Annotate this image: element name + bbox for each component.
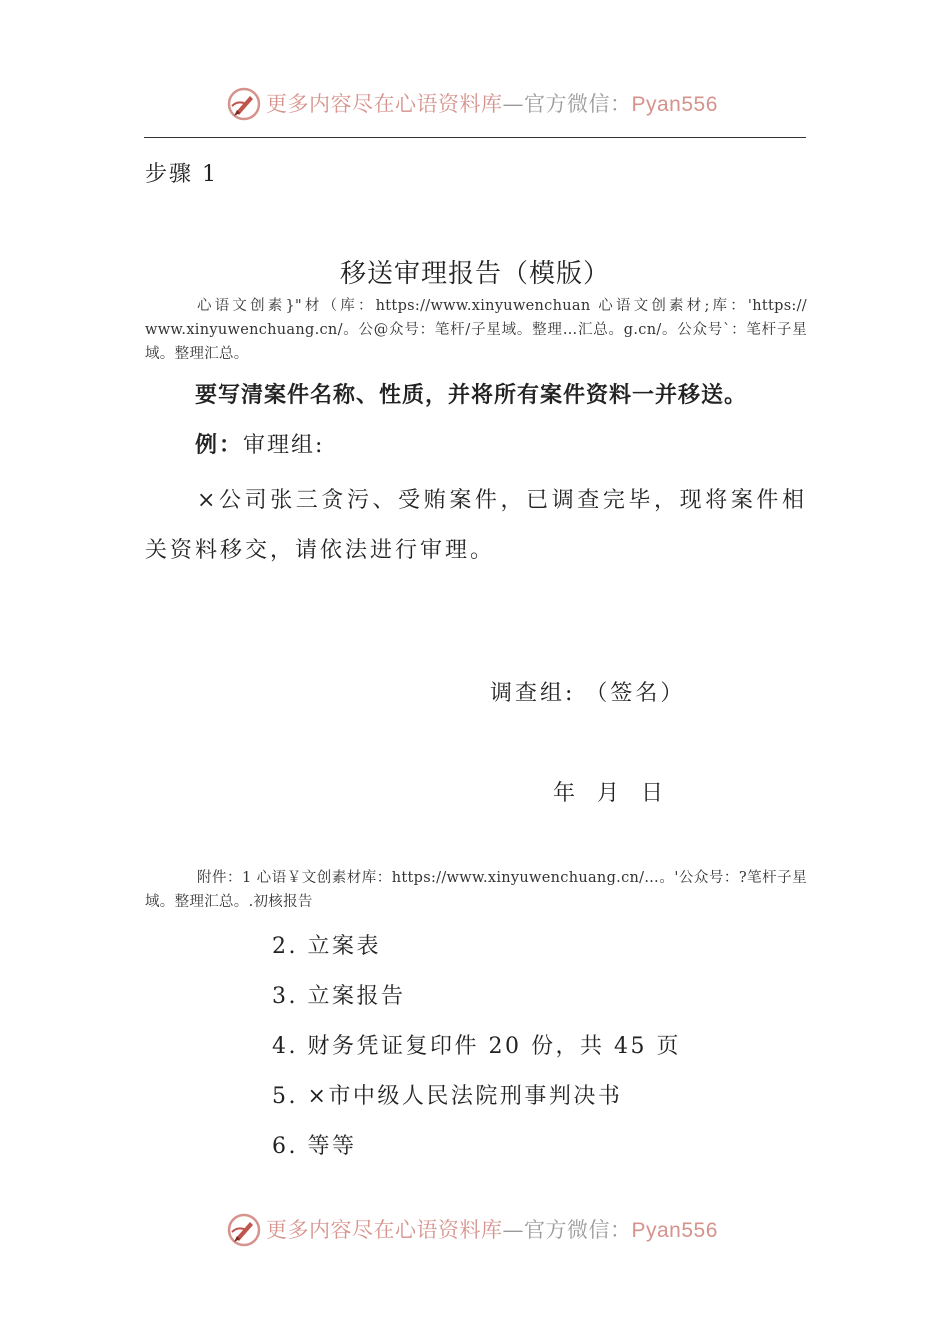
example-recipient: 审理组:: [243, 433, 325, 458]
example-label: 例：: [195, 432, 244, 458]
list-item: 3. 立案报告: [272, 984, 406, 1009]
list-item: 5. ×市中级人民法院刑事判决书: [272, 1084, 623, 1109]
example-line: [195, 428, 324, 459]
watermark-banner-bottom: [0, 1210, 950, 1250]
source-note: 心语文创素}"材（库：https://www.xinyuwenchuan 心语文创素材;库：'https:// www.xinyuwenchuang.cn/。公@众号：笔杆/子星域。整理…汇总。g.cn/。公众号`：笔杆子星域。整理汇总。: [145, 298, 807, 362]
watermark-part1: 更多内容尽在心语资料库: [266, 92, 503, 116]
watermark-part3: Pyan556: [631, 93, 718, 116]
watermark-banner-top: [0, 84, 950, 124]
date-year: 年: [553, 781, 576, 806]
list-item: 6. 等等: [272, 1134, 357, 1159]
header-rule: [144, 137, 806, 138]
document-title: 移送审理报告（模版）: [339, 259, 610, 289]
watermark-text: [266, 1216, 718, 1245]
signature-line: 调查组: （签名）: [490, 681, 686, 706]
pen-logo-icon: [226, 86, 262, 122]
attachment-list: [272, 922, 681, 1172]
list-item: 2. 立案表: [272, 934, 381, 959]
date-line: [553, 776, 685, 807]
attachment-note: 附件：1 心语￥文创素材库：https://www.xinyuwenchuang.cn/…。'公众号：?笔杆子星域。整理汇总。.初核报告: [145, 870, 807, 910]
instruction-text: 要写清案件名称、性质，并将所有案件资料一并移送。: [195, 382, 748, 408]
watermark-part2: —官方微信：: [502, 1218, 632, 1242]
watermark-part1: 更多内容尽在心语资料库: [266, 1218, 503, 1242]
list-item: 4. 财务凭证复印件 20 份，共 45 页: [272, 1034, 681, 1059]
pen-logo-icon: [226, 1212, 262, 1248]
step-label: 步骤 1: [145, 162, 218, 187]
watermark-part3: Pyan556: [631, 1219, 718, 1242]
body-paragraph: ×公司张三贪污、受贿案件，已调查完毕，现将案件相关资料移交，请依法进行审理。: [145, 488, 807, 563]
watermark-part2: —官方微信：: [502, 92, 632, 116]
watermark-text: [266, 90, 718, 119]
date-month: 月: [597, 781, 620, 806]
date-day: 日: [641, 781, 664, 806]
